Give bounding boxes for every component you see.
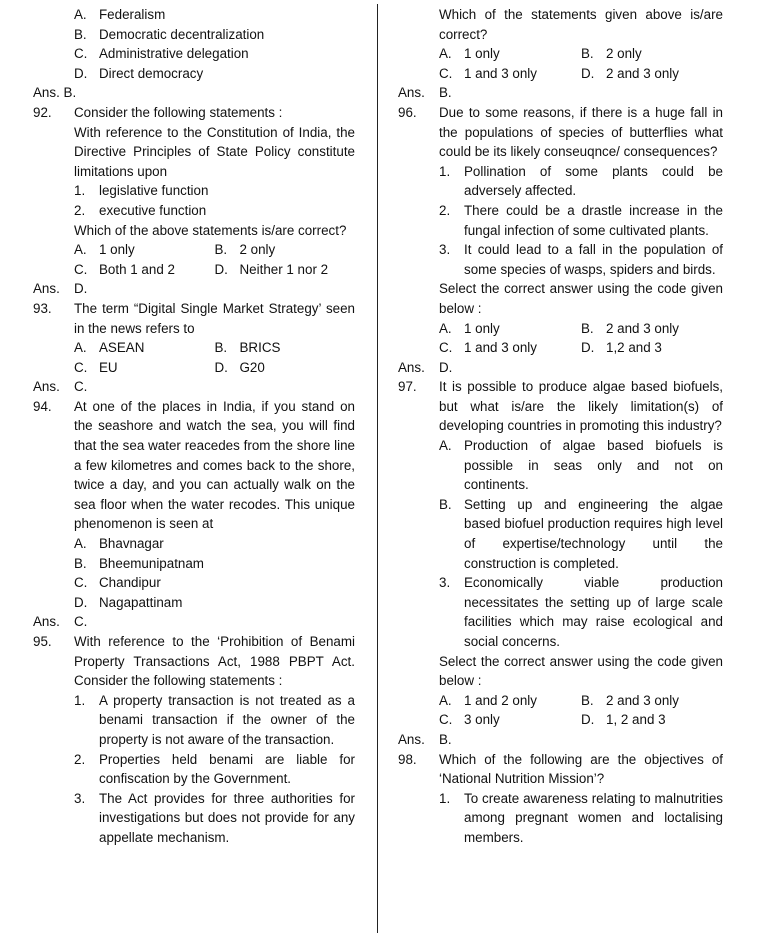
question-text: With reference to the Constitution of India, the Directive Principles of State Policy constitute limitations upon [74,124,355,179]
option: D. Direct democracy [74,65,204,81]
question-text: Which of the statements given above is/are correct? [439,7,723,42]
statement: B. Setting up and engineering the algae based biofuel production requires high level of expertise/technology until the construction is completed. [439,496,723,571]
statement: A. Production of algae based biofuels is possible in seas only and not on continents. [439,438,723,493]
statement: 3. The Act provides for three authorities for investigations but does not provide for any appellate mechanism. [74,790,355,845]
statement: 1. A property transaction is not treated as a benami transaction if the owner of the property is not aware of the transaction. [74,692,355,747]
option-row: A. ASEAN B. BRICS [74,340,281,356]
left-column [33,5,355,848]
question-96: 96. Due to some reasons, if there is a huge fall in the populations of species of butterflies what could be its likely conseuqnce/ consequences? [398,104,723,160]
answer-line: Ans. C. [33,379,88,395]
option: C. Administrative delegation [74,46,249,62]
question-text: Which of the above statements is/are correct? [74,222,347,238]
question-97: 97. It is possible to produce algae based biofuels, but what is/are the likely limitation(s) of developing countries in promoting this industry? [398,379,723,434]
option: B. Bheemunipatnam [74,555,204,571]
option-row: C. Both 1 and 2 D. Neither 1 nor 2 [74,261,329,277]
answer-line: Ans. B. [33,85,77,101]
option-row: C. 1 and 3 only D. 2 and 3 only [439,65,679,81]
answer-line: Ans. B. [398,731,452,747]
statement: 2. There could be a drastle increase in the fungal infection of some cultivated plants. [439,202,723,238]
column-divider [377,4,378,933]
statement: 2. Properties held benami are liable for confiscation by the Government. [74,751,355,787]
statement: 1. To create awareness relating to malnutrities among pregnant women and loctalising members. [439,790,723,845]
statement: 3. Economically viable production necessitates the setting up of large scale facilities which may raise ecological and social concerns. [439,575,723,649]
question-92: 92. Consider the following statements : [33,104,283,120]
option: A. Federalism [74,7,166,22]
option-row: A. 1 only B. 2 only [439,46,642,62]
question-text: Select the correct answer using the code given below : [439,653,723,689]
option-row: C. 1 and 3 only D. 1,2 and 3 [439,340,662,356]
option: B. Democratic decentralization [74,26,265,42]
option-row: C. EU D. G20 [74,359,265,375]
answer-line: Ans. B. [398,85,452,101]
question-text: Select the correct answer using the code given below : [439,281,723,316]
statement: 2. executive function [74,202,207,218]
option-row: A. 1 only B. 2 and 3 only [439,320,679,336]
answer-line: Ans. D. [33,281,88,297]
answer-line: Ans. D. [398,359,453,375]
option-row: A. 1 only B. 2 only [74,242,276,258]
statement: 1. Pollination of some plants could be adversely affected. [439,163,723,199]
option: A. Bhavnagar [74,536,164,552]
statement: 3. It could lead to a fall in the population of some species of wasps, spiders and birds. [439,242,723,277]
answer-line: Ans. C. [33,614,88,630]
right-column [398,5,723,848]
statement: 1. legislative function [74,183,209,199]
option-row: C. 3 only D. 1, 2 and 3 [439,712,666,728]
option: D. Nagapattinam [74,594,183,610]
question-93: 93. The term “Digital Single Market Strategy’ seen in the news refers to [33,300,355,336]
question-95: 95. With reference to the ‘Prohibition of Benami Property Transactions Act, 1988 PBPT Act. Consider the following statements : [33,634,355,689]
option: C. Chandipur [74,575,161,591]
question-98: 98. Which of the following are the objectives of ‘National Nutrition Mission’? [398,751,723,787]
question-94: 94. At one of the places in India, if you stand on the seashore and watch the sea, you will find that the sea water reacedes from the shore line a few kilometres and comes back to the shore, twice a day, and you can actually walk on the sea floor when the water recodes. This unique phenomenon is seen at [33,398,355,532]
option-row: A. 1 and 2 only B. 2 and 3 only [439,692,679,708]
